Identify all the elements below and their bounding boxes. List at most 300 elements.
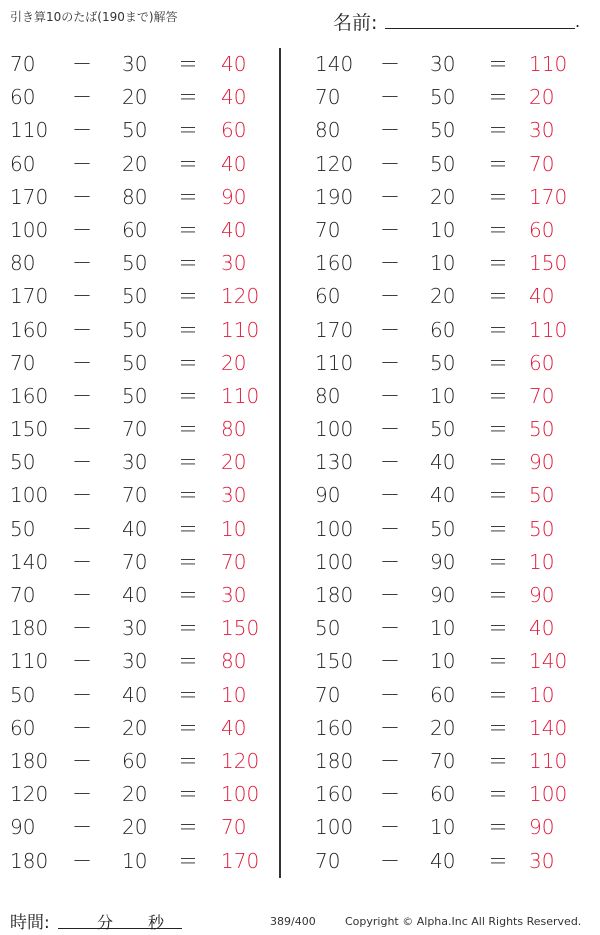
name-label: 名前: (333, 12, 378, 34)
problem-row (310, 811, 580, 844)
minuend: 70 (10, 583, 36, 607)
subtrahend: 10 (430, 815, 456, 840)
minuend: 50 (10, 516, 36, 541)
equals-sign: ＝ (178, 417, 198, 442)
subtrahend: 20 (122, 85, 148, 110)
minus-sign: － (380, 649, 400, 674)
subtrahend: 60 (122, 217, 148, 242)
equals-sign: ＝ (178, 649, 198, 674)
problem-row (10, 811, 280, 844)
equals-sign: ＝ (178, 748, 198, 773)
answer: 50 (529, 417, 555, 442)
minus-sign: － (380, 317, 400, 342)
subtrahend: 80 (122, 184, 148, 209)
equals-sign: ＝ (178, 284, 198, 309)
minuend: 60 (10, 151, 36, 176)
equals-sign: ＝ (488, 483, 508, 508)
equals-sign: ＝ (488, 616, 508, 641)
right-problem-column (310, 48, 580, 878)
subtrahend: 30 (430, 52, 456, 76)
minuend: 70 (315, 848, 341, 873)
minus-sign: － (380, 682, 400, 707)
problem-row (10, 546, 280, 579)
minuend: 60 (315, 284, 341, 309)
minuend: 70 (10, 350, 36, 375)
minus-sign: － (380, 151, 400, 176)
answer: 40 (221, 715, 247, 740)
problem-row (310, 712, 580, 745)
minuend: 160 (315, 251, 354, 276)
minuend: 140 (10, 549, 49, 574)
problem-row (310, 645, 580, 678)
left-problem-column (10, 48, 280, 878)
minuend: 60 (10, 85, 36, 110)
equals-sign: ＝ (178, 782, 198, 807)
problem-row (310, 48, 580, 81)
equals-sign: ＝ (178, 715, 198, 740)
subtrahend: 10 (430, 616, 456, 641)
problem-row (10, 380, 280, 413)
subtrahend: 50 (122, 118, 148, 143)
subtrahend: 10 (430, 383, 456, 408)
problem-row (10, 446, 280, 479)
problem-row (310, 181, 580, 214)
answer: 40 (221, 52, 247, 76)
minuend: 80 (10, 251, 36, 276)
equals-sign: ＝ (488, 715, 508, 740)
minuend: 80 (315, 118, 341, 143)
minus-sign: － (72, 616, 92, 641)
problem-row (10, 778, 280, 811)
subtrahend: 50 (430, 85, 456, 110)
answer: 100 (221, 782, 260, 807)
minus-sign: － (72, 52, 92, 76)
problem-row (10, 148, 280, 181)
subtrahend: 10 (430, 217, 456, 242)
equals-sign: ＝ (178, 516, 198, 541)
minus-sign: － (380, 549, 400, 574)
subtrahend: 40 (122, 583, 148, 607)
equals-sign: ＝ (488, 782, 508, 807)
minus-sign: － (380, 52, 400, 76)
subtrahend: 60 (430, 782, 456, 807)
problem-row (10, 114, 280, 147)
minus-sign: － (72, 417, 92, 442)
answer: 140 (529, 715, 568, 740)
minus-sign: － (72, 284, 92, 309)
equals-sign: ＝ (488, 118, 508, 143)
problem-row (310, 347, 580, 380)
equals-sign: ＝ (488, 52, 508, 76)
minuend: 180 (10, 848, 49, 873)
minuend: 180 (315, 583, 354, 607)
minus-sign: － (72, 782, 92, 807)
answer: 90 (529, 583, 555, 607)
minuend: 50 (10, 682, 36, 707)
equals-sign: ＝ (488, 682, 508, 707)
subtrahend: 50 (122, 383, 148, 408)
minus-sign: － (380, 383, 400, 408)
subtrahend: 90 (430, 549, 456, 574)
minuend: 130 (315, 450, 354, 475)
problem-row (310, 679, 580, 712)
minus-sign: － (72, 350, 92, 375)
minus-sign: － (380, 450, 400, 475)
problem-row (10, 612, 280, 645)
equals-sign: ＝ (488, 317, 508, 342)
minus-sign: － (72, 549, 92, 574)
problem-row (310, 446, 580, 479)
equals-sign: ＝ (488, 748, 508, 773)
answer: 30 (221, 583, 247, 607)
problem-row (10, 413, 280, 446)
answer: 70 (529, 151, 555, 176)
answer: 50 (529, 483, 555, 508)
minuend: 70 (10, 52, 36, 76)
equals-sign: ＝ (178, 251, 198, 276)
minuend: 100 (10, 217, 49, 242)
answer: 70 (221, 549, 247, 574)
name-field-line[interactable] (385, 28, 575, 29)
equals-sign: ＝ (178, 118, 198, 143)
subtrahend: 50 (122, 251, 148, 276)
subtrahend: 50 (430, 151, 456, 176)
minus-sign: － (380, 251, 400, 276)
problem-row (310, 479, 580, 512)
equals-sign: ＝ (488, 217, 508, 242)
answer: 10 (221, 516, 247, 541)
subtrahend: 40 (122, 516, 148, 541)
answer: 170 (221, 848, 260, 873)
minus-sign: － (72, 815, 92, 840)
problem-row (10, 347, 280, 380)
subtrahend: 60 (430, 317, 456, 342)
subtrahend: 20 (430, 184, 456, 209)
equals-sign: ＝ (178, 184, 198, 209)
problem-row (10, 247, 280, 280)
name-end-dot: . (575, 12, 581, 31)
problem-row (310, 612, 580, 645)
problem-row (10, 579, 280, 612)
equals-sign: ＝ (178, 52, 198, 76)
minuend: 60 (10, 715, 36, 740)
subtrahend: 50 (122, 350, 148, 375)
answer: 30 (529, 848, 555, 873)
answer: 80 (221, 417, 247, 442)
equals-sign: ＝ (488, 251, 508, 276)
answer: 50 (529, 516, 555, 541)
problem-row (10, 479, 280, 512)
minuend: 180 (315, 748, 354, 773)
problem-row (10, 280, 280, 313)
minus-sign: － (72, 649, 92, 674)
minus-sign: － (380, 417, 400, 442)
minuend: 110 (10, 649, 49, 674)
problem-row (10, 645, 280, 678)
minuend: 160 (315, 715, 354, 740)
answer: 90 (529, 450, 555, 475)
subtrahend: 60 (122, 748, 148, 773)
equals-sign: ＝ (178, 383, 198, 408)
minuend: 140 (315, 52, 354, 76)
answer: 110 (529, 317, 568, 342)
answer: 60 (529, 350, 555, 375)
answer: 60 (529, 217, 555, 242)
answer: 110 (529, 748, 568, 773)
problem-row (310, 845, 580, 878)
minuend: 120 (10, 782, 49, 807)
problem-row (10, 314, 280, 347)
minus-sign: － (380, 782, 400, 807)
equals-sign: ＝ (488, 151, 508, 176)
minus-sign: － (380, 217, 400, 242)
answer: 100 (529, 782, 568, 807)
problem-row (310, 148, 580, 181)
minuend: 100 (315, 516, 354, 541)
answer: 40 (221, 217, 247, 242)
equals-sign: ＝ (488, 649, 508, 674)
answer: 110 (221, 383, 260, 408)
answer: 70 (221, 815, 247, 840)
equals-sign: ＝ (488, 85, 508, 110)
page-number: 389/400 (270, 915, 316, 928)
equals-sign: ＝ (488, 815, 508, 840)
problem-row (310, 745, 580, 778)
equals-sign: ＝ (488, 284, 508, 309)
minuend: 70 (315, 85, 341, 110)
minus-sign: － (72, 450, 92, 475)
equals-sign: ＝ (178, 815, 198, 840)
problem-row (310, 114, 580, 147)
subtrahend: 70 (122, 483, 148, 508)
problem-row (310, 81, 580, 114)
answer: 150 (221, 616, 260, 641)
subtrahend: 50 (430, 118, 456, 143)
minus-sign: － (380, 748, 400, 773)
minus-sign: － (380, 184, 400, 209)
subtrahend: 40 (430, 450, 456, 475)
equals-sign: ＝ (488, 848, 508, 873)
minus-sign: － (72, 217, 92, 242)
subtrahend: 30 (122, 649, 148, 674)
answer: 90 (221, 184, 247, 209)
subtrahend: 40 (430, 848, 456, 873)
problem-row (310, 214, 580, 247)
minus-sign: － (380, 516, 400, 541)
answer: 10 (529, 549, 555, 574)
minuend: 50 (10, 450, 36, 475)
subtrahend: 50 (430, 516, 456, 541)
answer: 40 (221, 85, 247, 110)
minuend: 150 (10, 417, 49, 442)
problem-row (10, 679, 280, 712)
answer: 120 (221, 748, 260, 773)
equals-sign: ＝ (488, 516, 508, 541)
problem-row (10, 745, 280, 778)
equals-sign: ＝ (488, 417, 508, 442)
minuend: 80 (315, 383, 341, 408)
minuend: 160 (10, 383, 49, 408)
equals-sign: ＝ (178, 583, 198, 607)
answer: 20 (529, 85, 555, 110)
column-divider (279, 48, 281, 878)
subtrahend: 90 (430, 583, 456, 607)
answer: 70 (529, 383, 555, 408)
answer: 150 (529, 251, 568, 276)
minus-sign: － (72, 251, 92, 276)
minuend: 150 (315, 649, 354, 674)
equals-sign: ＝ (178, 549, 198, 574)
answer: 30 (221, 251, 247, 276)
subtrahend: 40 (430, 483, 456, 508)
minus-sign: － (380, 350, 400, 375)
minus-sign: － (72, 682, 92, 707)
problem-row (310, 280, 580, 313)
minuend: 170 (315, 317, 354, 342)
minuend: 180 (10, 616, 49, 641)
equals-sign: ＝ (488, 383, 508, 408)
subtrahend: 70 (122, 549, 148, 574)
minus-sign: － (72, 483, 92, 508)
minuend: 90 (10, 815, 36, 840)
seconds-label: 秒 (148, 913, 165, 932)
equals-sign: ＝ (178, 616, 198, 641)
answer: 120 (221, 284, 260, 309)
minuend: 160 (315, 782, 354, 807)
subtrahend: 50 (430, 350, 456, 375)
minuend: 100 (10, 483, 49, 508)
subtrahend: 10 (430, 251, 456, 276)
equals-sign: ＝ (178, 217, 198, 242)
minuend: 70 (315, 217, 341, 242)
answer: 20 (221, 350, 247, 375)
minuend: 120 (315, 151, 354, 176)
problem-row (310, 513, 580, 546)
problem-row (10, 845, 280, 878)
minuend: 180 (10, 748, 49, 773)
minus-sign: － (380, 715, 400, 740)
equals-sign: ＝ (488, 450, 508, 475)
problem-row (310, 413, 580, 446)
answer: 60 (221, 118, 247, 143)
answer: 40 (221, 151, 247, 176)
problem-row (10, 513, 280, 546)
answer: 30 (529, 118, 555, 143)
minus-sign: － (72, 715, 92, 740)
minus-sign: － (380, 815, 400, 840)
subtrahend: 10 (122, 848, 148, 873)
minuend: 90 (315, 483, 341, 508)
minus-sign: － (72, 748, 92, 773)
minuend: 100 (315, 549, 354, 574)
subtrahend: 10 (430, 649, 456, 674)
subtrahend: 60 (430, 682, 456, 707)
subtrahend: 20 (122, 782, 148, 807)
answer: 80 (221, 649, 247, 674)
subtrahend: 70 (122, 417, 148, 442)
minus-sign: － (72, 85, 92, 110)
subtrahend: 30 (122, 52, 148, 76)
minuend: 100 (315, 417, 354, 442)
subtrahend: 20 (122, 815, 148, 840)
minus-sign: － (72, 118, 92, 143)
answer: 40 (529, 284, 555, 309)
minus-sign: － (380, 85, 400, 110)
subtrahend: 20 (122, 715, 148, 740)
minus-sign: － (72, 317, 92, 342)
minuend: 110 (315, 350, 354, 375)
problem-row (10, 214, 280, 247)
equals-sign: ＝ (178, 151, 198, 176)
problem-row (10, 48, 280, 81)
minus-sign: － (380, 616, 400, 641)
answer: 140 (529, 649, 568, 674)
equals-sign: ＝ (488, 549, 508, 574)
answer: 30 (221, 483, 247, 508)
time-label: 時間: (10, 913, 50, 933)
minuend: 70 (315, 682, 341, 707)
answer: 110 (529, 52, 568, 76)
subtrahend: 20 (430, 715, 456, 740)
answer: 20 (221, 450, 247, 475)
subtrahend: 20 (430, 284, 456, 309)
answer: 10 (529, 682, 555, 707)
problem-row (10, 712, 280, 745)
equals-sign: ＝ (178, 85, 198, 110)
problem-row (10, 181, 280, 214)
subtrahend: 70 (430, 748, 456, 773)
minus-sign: － (72, 516, 92, 541)
minuend: 50 (315, 616, 341, 641)
minuend: 110 (10, 118, 49, 143)
subtrahend: 50 (122, 284, 148, 309)
minuend: 160 (10, 317, 49, 342)
problem-row (310, 546, 580, 579)
subtrahend: 30 (122, 450, 148, 475)
minus-sign: － (380, 583, 400, 607)
subtrahend: 40 (122, 682, 148, 707)
minus-sign: － (72, 583, 92, 607)
copyright-text: Copyright © Alpha.Inc All Rights Reserved. (345, 915, 582, 928)
minus-sign: － (380, 848, 400, 873)
equals-sign: ＝ (488, 184, 508, 209)
equals-sign: ＝ (488, 350, 508, 375)
minus-sign: － (72, 151, 92, 176)
minus-sign: － (72, 383, 92, 408)
minutes-label: 分 (97, 913, 114, 932)
problem-row (310, 314, 580, 347)
answer: 170 (529, 184, 568, 209)
equals-sign: ＝ (178, 848, 198, 873)
subtrahend: 50 (122, 317, 148, 342)
equals-sign: ＝ (178, 483, 198, 508)
subtrahend: 30 (122, 616, 148, 641)
minus-sign: － (380, 483, 400, 508)
problem-row (310, 778, 580, 811)
minus-sign: － (380, 118, 400, 143)
answer: 90 (529, 815, 555, 840)
minuend: 100 (315, 815, 354, 840)
problem-row (310, 579, 580, 612)
worksheet-title: 引き算10のたば(190まで)解答 (10, 10, 178, 24)
equals-sign: ＝ (178, 450, 198, 475)
subtrahend: 50 (430, 417, 456, 442)
equals-sign: ＝ (178, 682, 198, 707)
equals-sign: ＝ (178, 350, 198, 375)
minuend: 190 (315, 184, 354, 209)
problem-row (310, 380, 580, 413)
minuend: 170 (10, 184, 49, 209)
